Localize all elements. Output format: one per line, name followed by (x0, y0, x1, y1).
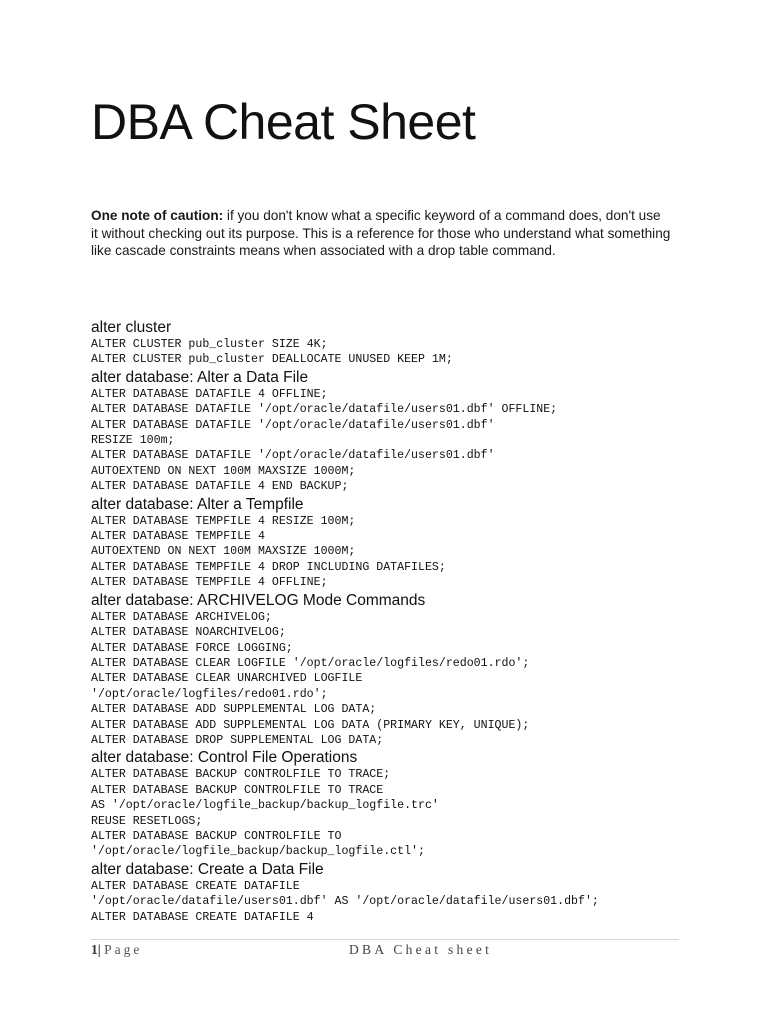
code-line: ALTER DATABASE DATAFILE 4 END BACKUP; (91, 480, 349, 494)
section-heading: alter database: Control File Operations (91, 749, 358, 767)
code-line: ALTER DATABASE DATAFILE 4 OFFLINE; (91, 387, 328, 401)
code-line: ALTER DATABASE TEMPFILE 4 RESIZE 100M; (91, 514, 356, 528)
page-footer (91, 942, 679, 958)
code-line: '/opt/oracle/datafile/users01.dbf' AS '/opt/oracle/datafile/users01.dbf'; (91, 895, 599, 909)
code-line: ALTER DATABASE DROP SUPPLEMENTAL LOG DATA; (91, 733, 384, 747)
code-line: ALTER CLUSTER pub_cluster SIZE 4K; (91, 338, 328, 351)
code-line: ALTER DATABASE BACKUP CONTROLFILE TO TRACE (91, 783, 384, 797)
code-line: AUTOEXTEND ON NEXT 100M MAXSIZE 1000M; (91, 545, 356, 559)
document-title: DBA Cheat Sheet (91, 94, 476, 150)
section-alter-cluster (91, 318, 731, 368)
code-line: ALTER DATABASE BACKUP CONTROLFILE TO (91, 829, 342, 843)
code-line: ALTER DATABASE DATAFILE '/opt/oracle/datafile/users01.dbf' OFFLINE; (91, 403, 558, 417)
section-heading: alter database: Alter a Tempfile (91, 495, 304, 513)
section-heading: alter database: Create a Data File (91, 860, 324, 878)
section-create-data-file (91, 860, 731, 925)
section-archivelog-mode (91, 591, 731, 749)
code-line: ALTER DATABASE FORCE LOGGING; (91, 641, 293, 655)
code-line: '/opt/oracle/logfile_backup/backup_logfile.ctl'; (91, 845, 425, 859)
code-line: ALTER DATABASE DATAFILE '/opt/oracle/datafile/users01.dbf' (91, 418, 495, 432)
code-line: ALTER DATABASE ARCHIVELOG; (91, 610, 272, 624)
code-line: ALTER DATABASE CREATE DATAFILE 4 (91, 910, 314, 924)
code-line: ALTER DATABASE TEMPFILE 4 (91, 530, 265, 544)
section-heading: alter cluster (91, 319, 172, 336)
code-line: ALTER DATABASE ADD SUPPLEMENTAL LOG DATA; (91, 703, 377, 717)
caution-paragraph (91, 207, 671, 260)
code-line: RESIZE 100m; (91, 434, 175, 448)
page-number: 1 (91, 942, 98, 957)
section-alter-tempfile (91, 495, 731, 591)
code-line: '/opt/oracle/logfiles/redo01.rdo'; (91, 687, 328, 701)
command-sections (91, 318, 731, 925)
code-line: AUTOEXTEND ON NEXT 100M MAXSIZE 1000M; (91, 464, 356, 478)
code-line: ALTER DATABASE ADD SUPPLEMENTAL LOG DATA (PRIMARY KEY, UNIQUE); (91, 718, 530, 732)
code-line: REUSE RESETLOGS; (91, 814, 203, 828)
code-line: ALTER CLUSTER pub_cluster DEALLOCATE UNUSED KEEP 1M; (91, 353, 453, 367)
code-line: ALTER DATABASE TEMPFILE 4 OFFLINE; (91, 576, 328, 590)
caution-label: One note of caution: (91, 208, 224, 223)
footer-divider (91, 939, 679, 940)
code-line: ALTER DATABASE DATAFILE '/opt/oracle/datafile/users01.dbf' (91, 449, 495, 463)
code-line: ALTER DATABASE CREATE DATAFILE (91, 879, 300, 893)
caution-text: if you don't know what a specific keyword of a command does, don't use it without checking out its purpose. This is a reference for those who understand what something like cascade constraints means when associated with a drop table command. (91, 208, 671, 258)
code-line: ALTER DATABASE CLEAR LOGFILE '/opt/oracle/logfiles/redo01.rdo'; (91, 656, 530, 670)
code-line: ALTER DATABASE NOARCHIVELOG; (91, 626, 286, 640)
code-line: ALTER DATABASE BACKUP CONTROLFILE TO TRACE; (91, 768, 391, 782)
section-alter-data-file (91, 368, 731, 495)
section-heading: alter database: Alter a Data File (91, 368, 309, 386)
code-line: ALTER DATABASE TEMPFILE 4 DROP INCLUDING DATAFILES; (91, 560, 446, 574)
code-line: AS '/opt/oracle/logfile_backup/backup_logfile.trc' (91, 799, 439, 813)
code-line: ALTER DATABASE CLEAR UNARCHIVED LOGFILE (91, 672, 363, 686)
section-heading: alter database: ARCHIVELOG Mode Commands (91, 591, 426, 609)
page-label: Page (104, 942, 143, 957)
footer-document-name: DBA Cheat sheet (349, 942, 493, 957)
footer-separator: | (97, 942, 101, 957)
section-control-file-operations (91, 748, 731, 859)
